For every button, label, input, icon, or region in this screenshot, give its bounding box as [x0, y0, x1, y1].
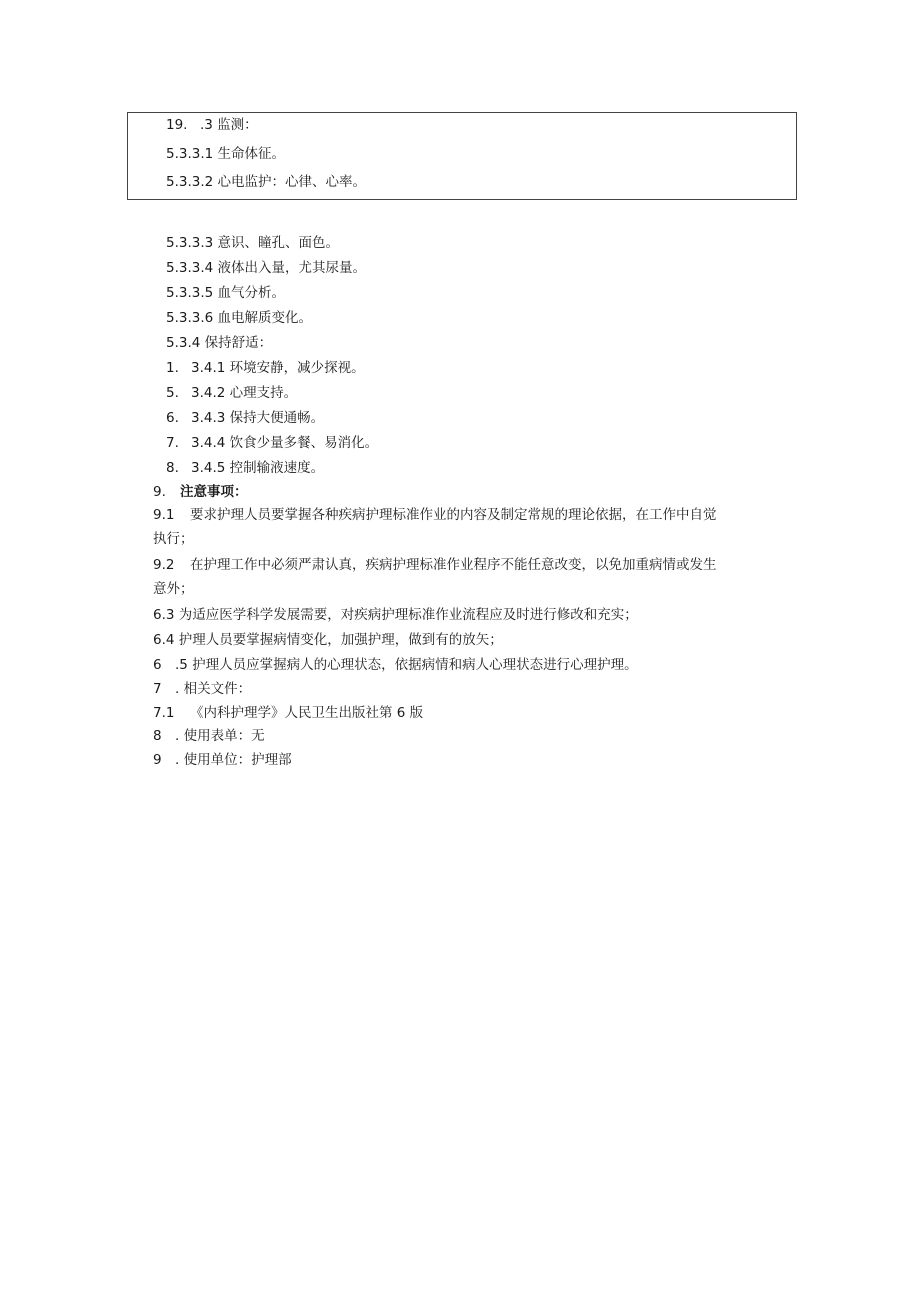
item-bowel: 6. 3.4.3 保持大便通畅。 [166, 410, 325, 426]
item-quiet-environment: 1. 3.4.1 环境安静，减少探视。 [166, 360, 365, 376]
related-doc-7-1: 7.1 《内科护理学》人民卫生出版社第 6 版 [153, 705, 424, 721]
section-comfort-heading: 5.3.4 保持舒适： [166, 335, 273, 351]
item-electrolytes: 5.3.3.6 血电解质变化。 [166, 310, 313, 326]
item-infusion-rate: 8. 3.4.5 控制输液速度。 [166, 460, 325, 476]
item-fluid-balance: 5.3.3.4 液体出入量，尤其尿量。 [166, 260, 367, 276]
note-6-3: 6.3 为适应医学科学发展需要，对疾病护理标准作业流程应及时进行修改和充实； [153, 607, 638, 623]
note-9-1: 9.1 要求护理人员要掌握各种疾病护理标准作业的内容及制定常规的理论依据，在工作中自觉 [153, 507, 717, 523]
note-9-2-cont: 意外； [153, 581, 194, 597]
note-9-2: 9.2 在护理工作中必须严肃认真，疾病护理标准作业程序不能任意改变，以免加重病情或发生 [153, 557, 717, 573]
section-units: 9 . 使用单位：护理部 [153, 752, 292, 768]
item-consciousness: 5.3.3.3 意识、瞳孔、面色。 [166, 235, 340, 251]
item-blood-gas: 5.3.3.5 血气分析。 [166, 285, 286, 301]
section-related-docs: 7 . 相关文件： [153, 681, 252, 697]
note-9-1-cont: 执行； [153, 531, 194, 547]
note-6-4: 6.4 护理人员要掌握病情变化，加强护理，做到有的放矢； [153, 632, 503, 648]
section-monitoring-heading: 19. .3 监测： [166, 117, 258, 133]
item-vital-signs: 5.3.3.1 生命体征。 [166, 146, 286, 162]
item-ecg-monitoring: 5.3.3.2 心电监护：心律、心率。 [166, 174, 367, 190]
item-diet: 7. 3.4.4 饮食少量多餐、易消化。 [166, 435, 379, 451]
note-6-5: 6 .5 护理人员应掌握病人的心理状态，依据病情和病人心理状态进行心理护理。 [153, 657, 638, 673]
section-notes-heading: 9. 注意事项： [153, 484, 248, 500]
section-forms: 8 . 使用表单：无 [153, 728, 265, 744]
item-psych-support: 5. 3.4.2 心理支持。 [166, 385, 298, 401]
